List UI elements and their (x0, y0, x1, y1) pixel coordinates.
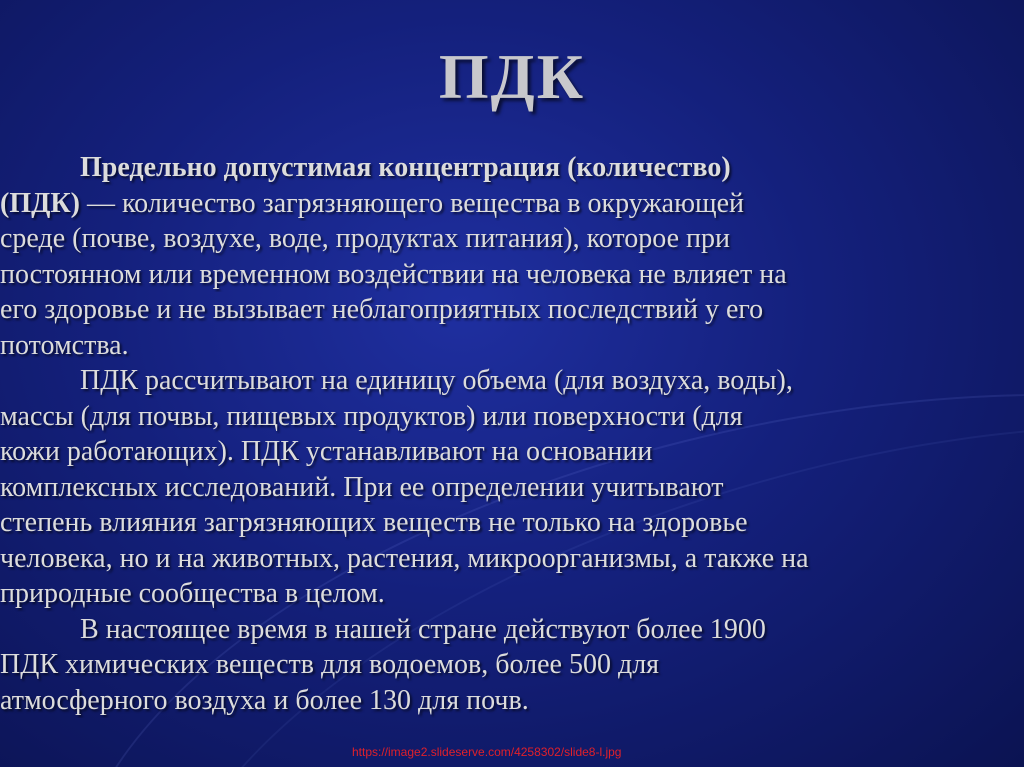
text-line: степень влияния загрязняющих веществ не только на здоровье (0, 507, 748, 538)
text-line: потомства. (0, 329, 129, 361)
bold-term: (ПДК) (0, 187, 80, 219)
text-line: человека, но и на животных, растения, микроорганизмы, а также на (0, 542, 809, 574)
text-line: постоянном или временном воздействии на человека не влияет на (0, 258, 787, 290)
slide-body (0, 150, 1024, 718)
paragraph-definition (0, 150, 1024, 363)
text-line: среде (почве, воздухе, воде, продуктах питания), которое при (0, 223, 730, 254)
text-line: его здоровье и не вызывает неблагоприятных последствий у его (0, 294, 764, 325)
bold-term: Предельно допустимая концентрация (количество) (80, 152, 731, 183)
text-line: атмосферного воздуха и более 130 для почв. (0, 684, 529, 716)
text-line: комплексных исследований. При ее определении учитывают (0, 471, 724, 503)
paragraph-calculation (0, 363, 1024, 612)
slide-title: ПДК (438, 41, 586, 112)
text-line: ПДК химических веществ для водоемов, более 500 для (0, 649, 660, 680)
text-line: природные сообщества в целом. (0, 578, 385, 609)
line-text: — количество загрязняющего вещества в окружающей (80, 187, 745, 219)
text-line: кожи работающих). ПДК устанавливают на основании (0, 436, 653, 467)
source-url-link[interactable]: https://image2.slideserve.com/4258302/slide8-l.jpg (352, 745, 622, 759)
text-line (0, 150, 1024, 186)
text-line: В настоящее время в нашей стране действуют более 1900 (80, 613, 766, 645)
text-line: массы (для почвы, пищевых продуктов) или поверхности (для (0, 400, 743, 432)
paragraph-statistics (0, 612, 1024, 719)
text-line (0, 186, 1024, 222)
text-line: ПДК рассчитывают на единицу объема (для воздуха, воды), (80, 365, 793, 396)
